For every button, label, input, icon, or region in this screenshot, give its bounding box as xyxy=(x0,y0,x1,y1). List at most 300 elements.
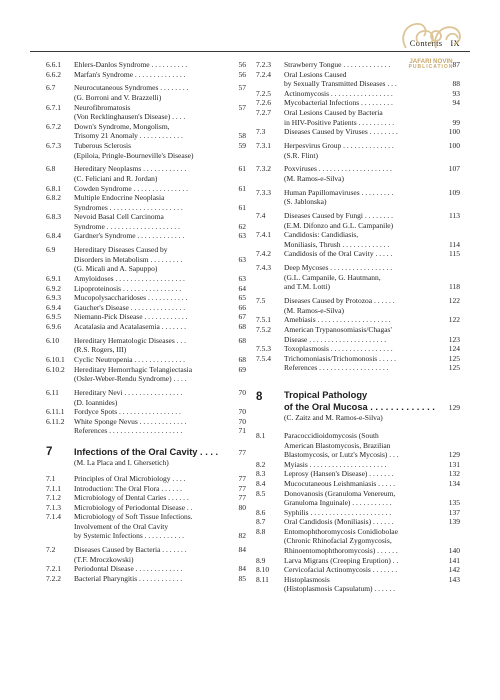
entry-title-line: Amyloidoses . . . . . . . . . . . . . . . . . . . xyxy=(74,274,185,284)
entry-title-line: (G.L. Campanile, G. Hautmann, xyxy=(284,272,381,282)
entry-title-line: Disorders in Metabolism . . . . . . . . . xyxy=(74,254,183,264)
entry-number: 7.5 xyxy=(256,296,266,306)
entry-page: 77 xyxy=(238,483,246,493)
entry-title-line: Cyclic Neutropenia . . . . . . . . . . . . . . xyxy=(74,354,186,364)
toc-entry xyxy=(256,70,460,89)
entry-page: 77 xyxy=(238,493,246,503)
chapter-page: 129 xyxy=(448,402,460,412)
entry-page: 140 xyxy=(448,546,460,556)
entry-page: 122 xyxy=(448,315,460,325)
toc-entry xyxy=(46,103,246,122)
entry-number: 6.9.5 xyxy=(46,312,61,322)
entry-page: 118 xyxy=(449,282,460,292)
toc-right-column xyxy=(256,60,460,594)
entry-page: 66 xyxy=(238,302,246,312)
entry-page: 93 xyxy=(452,88,460,98)
chapter-title: Infections of the Oral Cavity . . . . xyxy=(74,446,219,457)
toc-entry xyxy=(256,98,460,108)
entry-page: 70 xyxy=(238,416,246,426)
entry-number: 8.11 xyxy=(256,574,269,584)
entry-page: 80 xyxy=(238,502,246,512)
entry-page: 71 xyxy=(238,426,246,436)
toc-entry xyxy=(256,108,460,127)
entry-page: 64 xyxy=(238,283,246,293)
toc-entry xyxy=(46,355,246,365)
entry-title-line: Herpesvirus Group . . . . . . . . . . . . . . xyxy=(284,140,394,150)
entry-page: 131 xyxy=(448,459,460,469)
entry-title-line: Gardner's Syndrome . . . . . . . . . . . . . xyxy=(74,231,185,241)
entry-number: 6.6.2 xyxy=(46,69,61,79)
chapter-number: 8 xyxy=(256,390,263,403)
toc-entry xyxy=(46,426,246,436)
entry-title-line: (Histoplasmosis Capsulatum) . . . . . . xyxy=(284,584,396,594)
entry-title-line: Paracoccidioidomycosis (South xyxy=(284,430,379,440)
entry-title-line: Strawberry Tongue . . . . . . . . . . . . . xyxy=(284,60,391,69)
entry-title-line: Rhinoentomophthoromycosis) . . . . . . xyxy=(284,546,398,556)
entry-number: 7.3.1 xyxy=(256,140,271,150)
toc-entry xyxy=(46,212,246,231)
chapter-number: 7 xyxy=(46,445,53,458)
entry-title-line: Involvement of the Oral Cavity xyxy=(74,521,169,531)
entry-page: 67 xyxy=(238,312,246,322)
entry-title-line: (E.M. Difonzo and G.L. Campanile) xyxy=(284,220,394,230)
entry-title-line: (M. Ramos-e-Silva) xyxy=(284,173,344,183)
entry-number: 6.10 xyxy=(46,335,60,345)
entry-page: 84 xyxy=(238,564,246,574)
entry-number: 7.2.2 xyxy=(46,574,61,584)
entry-title-line: Bacterial Pharyngitis . . . . . . . . . . . . xyxy=(74,574,183,584)
toc-entry xyxy=(46,312,246,322)
entry-title-line: Neurofibromatosis xyxy=(74,102,131,112)
toc-entry xyxy=(256,575,460,594)
entry-page: 125 xyxy=(448,353,460,363)
entry-title-line: Amebiasis . . . . . . . . . . . . . . . . . . . . xyxy=(284,315,391,325)
entry-title-line: by Systemic Infections . . . . . . . . . . . xyxy=(74,531,184,541)
entry-number: 8.8 xyxy=(256,526,266,536)
entry-title-line: (G. Micali and A. Sapuppo) xyxy=(74,264,158,274)
entry-number: 6.9.2 xyxy=(46,283,61,293)
toc-entry xyxy=(46,164,246,183)
watermark-logo-icon xyxy=(396,18,470,60)
entry-number: 6.11.2 xyxy=(46,416,65,426)
entry-page: 135 xyxy=(448,498,460,508)
entry-page: 68 xyxy=(238,354,246,364)
entry-number: 8.10 xyxy=(256,565,270,575)
entry-number: 6.6.1 xyxy=(46,60,61,69)
entry-title-line: (S.R. Flint) xyxy=(284,150,318,160)
toc-entry xyxy=(256,556,460,566)
entry-page: 139 xyxy=(448,517,460,527)
entry-page: 100 xyxy=(448,127,460,137)
entry-page: 143 xyxy=(448,574,460,584)
toc-entry xyxy=(256,296,460,315)
entry-title-line: Trisomy 21 Anomaly . . . . . . . . . . . . xyxy=(74,131,183,141)
entry-page: 141 xyxy=(448,555,460,565)
entry-title-line: Disease . . . . . . . . . . . . . . . . . . . . . xyxy=(284,334,387,344)
entry-page: 68 xyxy=(238,335,246,345)
toc-entry xyxy=(256,325,460,344)
entry-title-line: Cowden Syndrome . . . . . . . . . . . . . . . xyxy=(74,183,188,193)
entry-title-line: Granuloma Inguinale) . . . . . . . . . . . xyxy=(284,498,392,508)
entry-title-line: Myiasis . . . . . . . . . . . . . . . . . . . . . xyxy=(284,459,387,469)
entry-title-line: Hereditary Nevi . . . . . . . . . . . . . . . . xyxy=(74,387,183,397)
entry-title-line: Hereditary Diseases Caused by xyxy=(74,245,168,255)
entry-number: 8.1 xyxy=(256,430,266,440)
entry-title-line: Diseases Caused by Protozoa . . . . . . xyxy=(284,296,395,306)
entry-page: 61 xyxy=(238,164,246,174)
entry-title-line: (Epiloia, Pringle-Bourneville's Disease) xyxy=(74,150,194,160)
toc-entry xyxy=(256,469,460,479)
entry-number: 7.1.1 xyxy=(46,483,61,493)
entry-title-line: (Osler-Weber-Rendu Syndrome) . . . . xyxy=(74,374,187,384)
entry-page: 129 xyxy=(448,450,460,460)
entry-page: 142 xyxy=(448,565,460,575)
toc-entry xyxy=(256,89,460,99)
entry-title-line: Toxoplasmosis . . . . . . . . . . . . . . . . . xyxy=(284,344,393,354)
entry-page: 122 xyxy=(448,296,460,306)
entry-title-line: in HIV-Positive Patients . . . . . . . . . . xyxy=(284,117,395,127)
entry-number: 8.9 xyxy=(256,555,266,565)
toc-entry xyxy=(46,388,246,407)
entry-number: 6.7.1 xyxy=(46,102,61,112)
toc-entry xyxy=(256,188,460,207)
entry-number: 7.5.1 xyxy=(256,315,271,325)
entry-title-line: Periodontal Disease . . . . . . . . . . . . . xyxy=(74,564,183,574)
entry-number: 7.3.2 xyxy=(256,164,271,174)
entry-title-line: Multiple Endocrine Neoplasia xyxy=(74,193,165,203)
toc-entry xyxy=(46,336,246,355)
entry-number: 7.2.1 xyxy=(46,564,61,574)
entry-title-line: Diseases Caused by Viruses . . . . . . . . xyxy=(284,127,398,137)
entry-title-line: Marfan's Syndrome . . . . . . . . . . . . . . xyxy=(74,69,186,79)
entry-title-line: Microbiology of Dental Caries . . . . . . xyxy=(74,493,189,503)
entry-title-line: Histoplasmosis xyxy=(284,574,330,584)
entry-title-line: Syndrome . . . . . . . . . . . . . . . . . . . . xyxy=(74,221,180,231)
entry-page: 137 xyxy=(448,507,460,517)
toc-entry xyxy=(256,344,460,354)
entry-title-line: (D. Ioannides) xyxy=(74,397,118,407)
entry-title-line: Lipoproteinosis . . . . . . . . . . . . . . . . xyxy=(74,283,182,293)
entry-number: 7.5.3 xyxy=(256,344,271,354)
entry-page: 84 xyxy=(238,545,246,555)
entry-page: 70 xyxy=(238,387,246,397)
chapter-title-line1: Tropical Pathology xyxy=(284,389,368,400)
entry-number: 6.7.2 xyxy=(46,121,61,131)
entry-number: 6.9.4 xyxy=(46,302,61,312)
entry-page: 57 xyxy=(238,102,246,112)
entry-page: 59 xyxy=(238,140,246,150)
entry-page: 114 xyxy=(449,239,460,249)
toc-left-column xyxy=(46,60,246,584)
entry-page: 82 xyxy=(238,531,246,541)
toc-entry xyxy=(46,512,246,541)
entry-number: 7.2.5 xyxy=(256,88,271,98)
entry-page: 124 xyxy=(448,344,460,354)
toc-entry xyxy=(46,574,246,584)
toc-entry xyxy=(256,460,460,470)
entry-page: 61 xyxy=(238,202,246,212)
entry-number: 6.8.4 xyxy=(46,231,61,241)
entry-title-line: Principles of Oral Microbiology . . . . xyxy=(74,473,186,483)
toc-entry xyxy=(256,263,460,292)
entry-page: 123 xyxy=(448,334,460,344)
toc-entry xyxy=(46,322,246,332)
entry-title-line: and T.M. Lotti) xyxy=(284,282,330,292)
entry-title-line: (Chronic Rhinofacial Zygomycosis, xyxy=(284,536,392,546)
entry-number: 6.7 xyxy=(46,83,56,93)
entry-title-line: Diseases Caused by Fungi . . . . . . . . xyxy=(284,211,393,221)
entry-number: 7.1.4 xyxy=(46,512,61,522)
toc-entry xyxy=(46,284,246,294)
entry-title-line: (M. Ramos-e-Silva) xyxy=(284,305,344,315)
entry-number: 6.8.3 xyxy=(46,212,61,222)
entry-title-line: White Sponge Nevus . . . . . . . . . . . . . xyxy=(74,416,187,426)
entry-number: 7.4.1 xyxy=(256,230,271,240)
entry-number: 8.5 xyxy=(256,488,266,498)
entry-number: 6.11 xyxy=(46,387,59,397)
entry-page: 69 xyxy=(238,364,246,374)
toc-entry xyxy=(46,493,246,503)
entry-title-line: Neurocutaneous Syndromes . . . . . . . . xyxy=(74,83,189,93)
toc-entry xyxy=(256,230,460,249)
entry-title-line: American Blastomycosis, Brazilian xyxy=(284,440,391,450)
entry-title-line: Hereditary Hematologic Diseases . . . xyxy=(74,335,187,345)
toc-entry xyxy=(46,193,246,212)
toc-entry xyxy=(256,517,460,527)
entry-title-line: (G. Borroni and V. Brazzelli) xyxy=(74,92,162,102)
entry-title-line: Fordyce Spots . . . . . . . . . . . . . . . . . xyxy=(74,407,181,417)
entry-number: 8.2 xyxy=(256,459,266,469)
entry-number: 6.11.1 xyxy=(46,407,65,417)
entry-title-line: Tuberous Sclerosis xyxy=(74,140,132,150)
entry-number: 7.5.4 xyxy=(256,353,271,363)
entry-title-line: Actinomycosis . . . . . . . . . . . . . . . . . xyxy=(284,88,393,98)
entry-number: 7.4.3 xyxy=(256,263,271,273)
entry-title-line: Leprosy (Hansen's Disease) . . . . . . . xyxy=(284,469,394,479)
toc-entry xyxy=(256,211,460,230)
entry-page: 65 xyxy=(238,293,246,303)
entry-number: 7.2.3 xyxy=(256,60,271,69)
entry-title-line: Entomophthoromycosis Conidiobolae xyxy=(284,526,398,536)
entry-page: 113 xyxy=(449,211,460,221)
entry-title-line: Niemann-Pick Disease . . . . . . . . . . . . xyxy=(74,312,188,322)
toc-entry xyxy=(256,527,460,556)
entry-page: 61 xyxy=(238,183,246,193)
chapter-8-heading xyxy=(256,389,460,423)
entry-page: 88 xyxy=(452,79,460,89)
entry-title-line: Gaucher's Disease . . . . . . . . . . . . . . . xyxy=(74,302,186,312)
entry-number: 7.2.7 xyxy=(256,107,271,117)
toc-entry xyxy=(46,303,246,313)
entry-title-line: (Von Recklinghausen's Disease) . . . . xyxy=(74,112,186,122)
toc-entry xyxy=(256,60,460,70)
entry-number: 6.8.2 xyxy=(46,193,61,203)
entry-number: 6.9 xyxy=(46,245,56,255)
toc-entry xyxy=(46,503,246,513)
entry-number: 8.4 xyxy=(256,478,266,488)
left-entries xyxy=(46,60,246,436)
toc-entry xyxy=(256,249,460,259)
entry-title-line: American Trypanosomiasis/Chagas' xyxy=(284,324,392,334)
entry-number: 8.6 xyxy=(256,507,266,517)
entry-title-line: (R.S. Rogers, III) xyxy=(74,345,127,355)
right-entries-2 xyxy=(256,431,460,594)
entry-page: 100 xyxy=(448,140,460,150)
entry-number: 7.1.2 xyxy=(46,493,61,503)
entry-number: 6.8.1 xyxy=(46,183,61,193)
toc-entry xyxy=(46,274,246,284)
entry-number: 7.1.3 xyxy=(46,502,61,512)
toc-entry xyxy=(256,489,460,508)
toc-entry xyxy=(46,83,246,102)
entry-page: 125 xyxy=(448,363,460,373)
entry-number: 6.8 xyxy=(46,164,56,174)
toc-entry xyxy=(46,417,246,427)
entry-title-line: Introduction: The Oral Flora . . . . . . xyxy=(74,483,182,493)
entry-page: 94 xyxy=(452,98,460,108)
entry-title-line: References . . . . . . . . . . . . . . . . . . . xyxy=(284,363,389,373)
entry-page: 56 xyxy=(238,60,246,69)
entry-title-line: Nevoid Basal Cell Carcinoma xyxy=(74,212,164,222)
entry-page: 107 xyxy=(448,164,460,174)
entry-number: 7.5.2 xyxy=(256,324,271,334)
entry-page: 77 xyxy=(238,473,246,483)
toc-entry xyxy=(46,60,246,70)
entry-title-line: Syndromes . . . . . . . . . . . . . . . . . . . . xyxy=(74,202,183,212)
entry-title-line: Hereditary Hemorrhagic Telangiectasia xyxy=(74,364,193,374)
entry-number: 6.9.3 xyxy=(46,293,61,303)
entry-page: 63 xyxy=(238,274,246,284)
entry-number: 7.2.6 xyxy=(256,98,271,108)
toc-entry xyxy=(256,354,460,364)
watermark-line2: PUBLICATION xyxy=(408,64,454,71)
chapter-title-line2: of the Oral Mucosa . . . . . . . . . . . . . xyxy=(284,401,435,412)
entry-title-line: Ehlers-Danlos Syndrome . . . . . . . . . . xyxy=(74,60,188,69)
toc-entry xyxy=(256,431,460,460)
right-entries xyxy=(256,60,460,373)
entry-title-line: Syphilis . . . . . . . . . . . . . . . . . . . . . . xyxy=(284,507,392,517)
entry-page: 68 xyxy=(238,322,246,331)
toc-entry xyxy=(46,564,246,574)
entry-number: 8.7 xyxy=(256,517,266,527)
entry-title-line: Larva Migrans (Creeping Eruption) . . xyxy=(284,555,399,565)
entry-title-line: (S. Jablonska) xyxy=(284,197,327,207)
entry-page: 70 xyxy=(238,407,246,417)
entry-page: 99 xyxy=(452,117,460,127)
toc-entry xyxy=(256,127,460,137)
entry-page: 57 xyxy=(238,83,246,93)
entry-title-line: Acatalasia and Acatalasemia . . . . . . . xyxy=(74,322,187,331)
toc-entry xyxy=(256,315,460,325)
toc-entry xyxy=(46,474,246,484)
entry-number: 7.1 xyxy=(46,473,56,483)
toc-entry xyxy=(256,363,460,373)
entry-title-line: Oral Candidosis (Moniliasis) . . . . . . xyxy=(284,517,394,527)
entry-number: 7.3.3 xyxy=(256,187,271,197)
entry-number: 6.9.6 xyxy=(46,322,61,331)
toc-entry xyxy=(256,565,460,575)
entry-title-line: Blastomycosis, or Lutz's Mycosis) . . . xyxy=(284,450,399,460)
toc-entry xyxy=(46,545,246,564)
entry-number: 7.2 xyxy=(46,545,56,555)
chapter-page: 77 xyxy=(238,447,246,457)
toc-entry xyxy=(256,141,460,160)
toc-entry xyxy=(46,122,246,141)
entry-title-line: Poxviruses . . . . . . . . . . . . . . . . . . . . xyxy=(284,164,392,174)
entry-title-line: Moniliasis, Thrush . . . . . . . . . . . . . xyxy=(284,239,390,249)
entry-page: 134 xyxy=(448,478,460,488)
chapter-authors: (M. La Placa and I. Ghersetich) xyxy=(74,457,169,467)
entry-page: 63 xyxy=(238,254,246,264)
toc-entry xyxy=(46,293,246,303)
entry-page: 85 xyxy=(238,574,246,584)
entry-title-line: References . . . . . . . . . . . . . . . . . . . . xyxy=(74,426,183,436)
entry-title-line: Down's Syndrome, Mongolism, xyxy=(74,121,170,131)
entry-title-line: Trichomoniasis/Trichomonosis . . . . . xyxy=(284,353,396,363)
entry-title-line: Oral Lesions Caused xyxy=(284,69,347,79)
entry-title-line: Cervicofacial Actinomycosis . . . . . . . xyxy=(284,565,398,575)
entry-title-line: Mucocutaneous Leishmaniasis . . . . . xyxy=(284,478,396,488)
entry-title-line: Mucopolysaccharidoses . . . . . . . . . . . xyxy=(74,293,188,303)
entry-title-line: Microbiology of Soft Tissue Infections. xyxy=(74,512,193,522)
entry-page: 62 xyxy=(238,221,246,231)
entry-page: 58 xyxy=(238,131,246,141)
entry-title-line: Diseases Caused by Bacteria . . . . . . . xyxy=(74,545,187,555)
entry-title-line: by Sexually Transmitted Diseases . . . xyxy=(284,79,397,89)
toc-entry xyxy=(46,245,246,274)
page-number: IX xyxy=(450,38,460,48)
toc-entry xyxy=(46,184,246,194)
entry-page: 56 xyxy=(238,69,246,79)
watermark-line1: JAFARI NOVIN xyxy=(409,58,453,65)
entry-page: 109 xyxy=(448,187,460,197)
entry-page: 63 xyxy=(238,231,246,241)
entry-page: 115 xyxy=(449,249,460,259)
toc-entry xyxy=(46,70,246,80)
left-entries-2 xyxy=(46,474,246,584)
entry-title-line: Candidosis: Candidiasis, xyxy=(284,230,359,240)
entry-number: 7.4.2 xyxy=(256,249,271,259)
entry-number: 8.3 xyxy=(256,469,266,479)
toc-entry xyxy=(256,164,460,183)
chapter-authors: (C. Zaitz and M. Ramos-e-Silva) xyxy=(284,412,383,422)
entry-number: 6.9.1 xyxy=(46,274,61,284)
toc-entry xyxy=(46,141,246,160)
entry-title-line: Human Papillomaviruses . . . . . . . . . xyxy=(284,187,394,197)
entry-title-line: Oral Lesions Caused by Bacteria xyxy=(284,107,383,117)
toc-entry xyxy=(256,479,460,489)
entry-title-line: Microbiology of Periodontal Disease . . xyxy=(74,502,193,512)
toc-entry xyxy=(46,484,246,494)
entry-page: 132 xyxy=(448,469,460,479)
entry-number: 6.10.1 xyxy=(46,354,65,364)
entry-title-line: (T.F. Mroczkowski) xyxy=(74,554,134,564)
entry-number: 7.3 xyxy=(256,127,266,137)
entry-title-line: (C. Feliciani and R. Jordan) xyxy=(74,173,158,183)
entry-title-line: Hereditary Neoplasms . . . . . . . . . . . . xyxy=(74,164,187,174)
toc-entry xyxy=(46,365,246,384)
entry-page: 87 xyxy=(452,60,460,69)
toc-entry xyxy=(46,231,246,241)
entry-title-line: Donovanosis (Granuloma Venereum, xyxy=(284,488,396,498)
chapter-7-heading xyxy=(46,446,246,468)
section-title: Contents xyxy=(409,38,443,48)
entry-number: 6.7.3 xyxy=(46,140,61,150)
toc-entry xyxy=(46,407,246,417)
entry-number: 7.4 xyxy=(256,211,266,221)
entry-title-line: Mycobacterial Infections . . . . . . . . . xyxy=(284,98,393,108)
entry-number: 7.2.4 xyxy=(256,69,271,79)
